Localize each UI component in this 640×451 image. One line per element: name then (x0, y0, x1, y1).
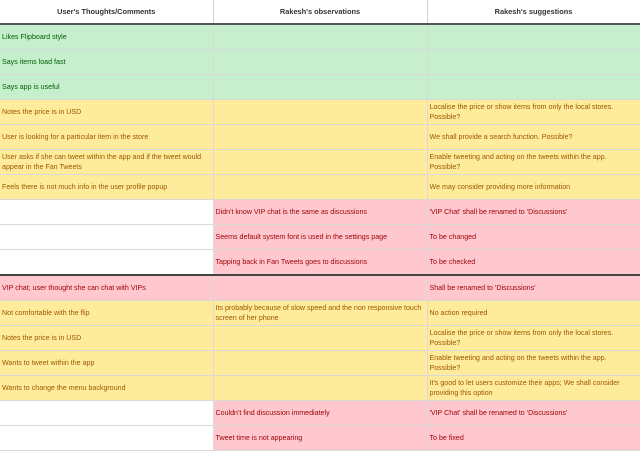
observation-cell[interactable]: Tweet time is not appearing (213, 426, 427, 451)
header-suggestions: Rakesh's suggestions (427, 0, 640, 24)
table-row (0, 250, 640, 276)
user-comment-cell[interactable] (0, 401, 213, 426)
observation-cell[interactable] (213, 376, 427, 401)
table-row (0, 401, 640, 426)
observation-cell[interactable] (213, 175, 427, 200)
observation-cell[interactable] (213, 150, 427, 175)
observation-cell[interactable]: Couldn't find discussion immediately (213, 401, 427, 426)
header-user-comments: User's Thoughts/Comments (0, 0, 213, 24)
user-comment-cell[interactable]: Notes the price is in USD (0, 100, 213, 125)
suggestion-cell[interactable]: We may consider providing more information (427, 175, 640, 200)
header-row (0, 0, 640, 24)
suggestion-cell[interactable]: Localise the price or show items from only the local stores. Possible? (427, 326, 640, 351)
table-row (0, 200, 640, 225)
observation-cell[interactable]: Its probably because of slow speed and the non responsive touch screen of her phone (213, 301, 427, 326)
user-comment-cell[interactable] (0, 250, 213, 276)
observation-cell[interactable]: Seems default system font is used in the settings page (213, 225, 427, 250)
table-row (0, 301, 640, 326)
user-comment-cell[interactable]: Wants to change the menu background (0, 376, 213, 401)
table-row (0, 351, 640, 376)
suggestion-cell[interactable]: 'VIP Chat' shall be renamed to 'Discussions' (427, 200, 640, 225)
table-row (0, 275, 640, 301)
user-comment-cell[interactable]: Notes the price is in USD (0, 326, 213, 351)
suggestion-cell[interactable] (427, 50, 640, 75)
observation-cell[interactable] (213, 351, 427, 376)
user-comment-cell[interactable]: Says items load fast (0, 50, 213, 75)
header-observations: Rakesh's observations (213, 0, 427, 24)
suggestion-cell[interactable]: No action required (427, 301, 640, 326)
observation-cell[interactable] (213, 50, 427, 75)
suggestion-cell[interactable]: We shall provide a search function. Possible? (427, 125, 640, 150)
user-comment-cell[interactable]: Says app is useful (0, 75, 213, 100)
suggestion-cell[interactable] (427, 24, 640, 50)
user-comment-cell[interactable] (0, 225, 213, 250)
table-row (0, 426, 640, 451)
user-comment-cell[interactable]: User is looking for a particular item in the store (0, 125, 213, 150)
suggestion-cell-selected[interactable]: To be checked (427, 250, 640, 276)
table-row (0, 125, 640, 150)
table-row (0, 75, 640, 100)
table-row (0, 175, 640, 200)
table-row (0, 100, 640, 125)
suggestion-cell[interactable]: Localise the price or show items from only the local stores. Possible? (427, 100, 640, 125)
user-comment-cell[interactable]: User asks if she can tweet within the app and if the tweet would appear in the Fan Tweets (0, 150, 213, 175)
observation-cell[interactable] (213, 125, 427, 150)
suggestion-cell[interactable]: 'VIP Chat' shall be renamed to 'Discussions' (427, 401, 640, 426)
suggestion-cell[interactable] (427, 75, 640, 100)
observation-cell[interactable]: Didn't know VIP chat is the same as discussions (213, 200, 427, 225)
suggestion-cell[interactable]: Enable tweeting and acting on the tweets within the app. Possible? (427, 351, 640, 376)
table-row (0, 24, 640, 50)
suggestion-cell[interactable]: To be fixed (427, 426, 640, 451)
table-row (0, 225, 640, 250)
user-comment-cell[interactable]: Not comfortable with the flip (0, 301, 213, 326)
observation-cell[interactable]: Tapping back in Fan Tweets goes to discussions (213, 250, 427, 276)
table-row (0, 326, 640, 351)
suggestion-cell[interactable]: It's good to let users customize their apps; We shall consider providing this option (427, 376, 640, 401)
user-comment-cell[interactable]: Likes Flipboard style (0, 24, 213, 50)
observation-cell[interactable] (213, 24, 427, 50)
user-comment-cell[interactable]: Wants to tweet within the app (0, 351, 213, 376)
observation-cell[interactable] (213, 326, 427, 351)
user-comment-cell[interactable]: VIP chat; user thought she can chat with VIPs (0, 275, 213, 301)
observation-cell[interactable] (213, 100, 427, 125)
user-comment-cell[interactable]: Feels there is not much info in the user profile popup (0, 175, 213, 200)
suggestion-cell[interactable]: Shall be renamed to 'Discussions' (427, 275, 640, 301)
table-row (0, 376, 640, 401)
observation-cell[interactable] (213, 75, 427, 100)
table-row (0, 50, 640, 75)
user-comment-cell[interactable] (0, 200, 213, 225)
observation-cell[interactable] (213, 275, 427, 301)
suggestion-cell[interactable]: To be changed (427, 225, 640, 250)
suggestion-cell[interactable]: Enable tweeting and acting on the tweets within the app. Possible? (427, 150, 640, 175)
user-comment-cell[interactable] (0, 426, 213, 451)
table-row (0, 150, 640, 175)
